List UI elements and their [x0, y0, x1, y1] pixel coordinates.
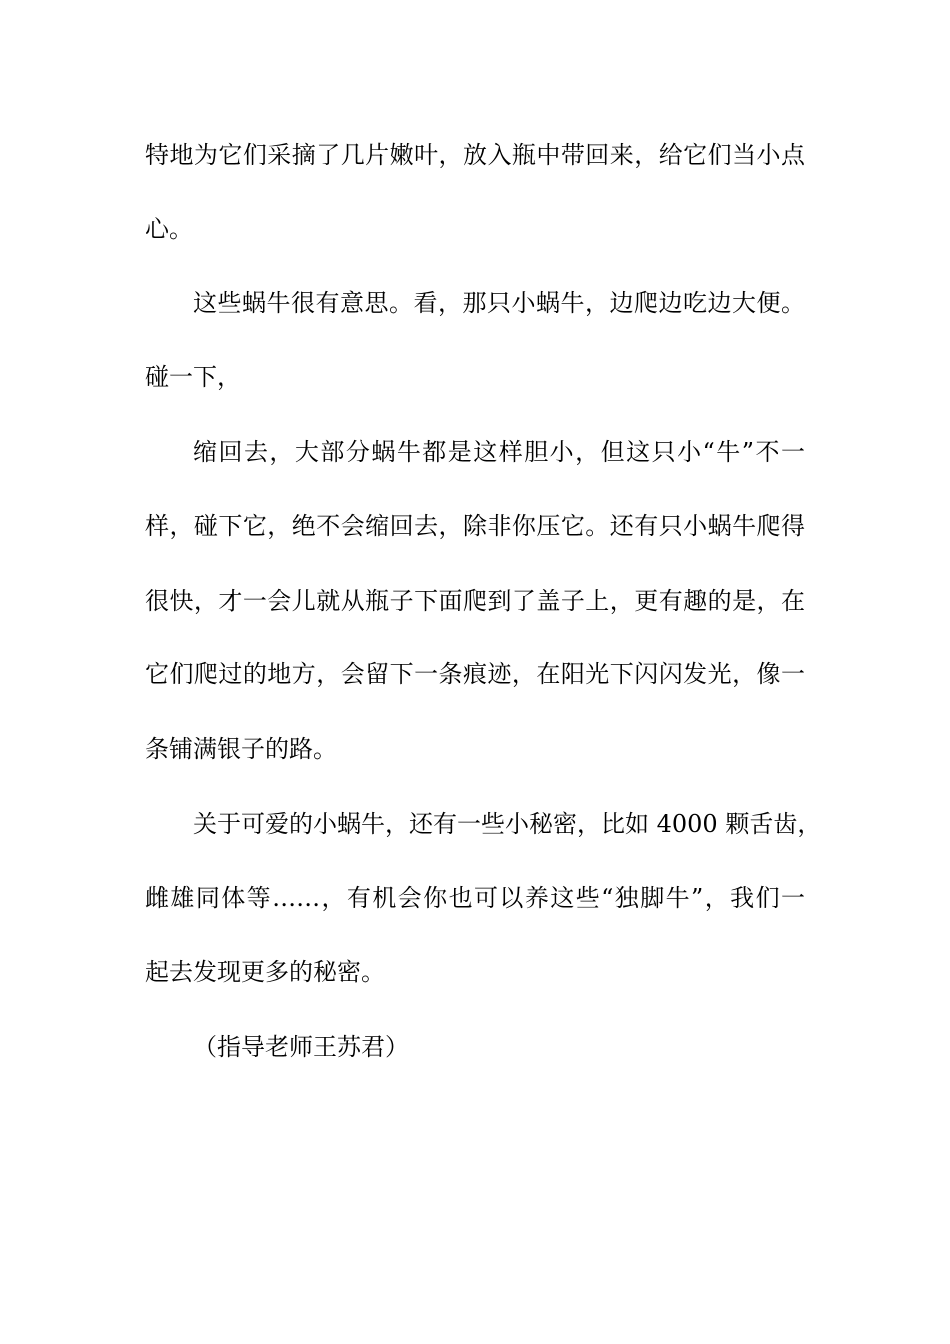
text-line: 特地为它们采摘了几片嫩叶，放入瓶中带回来，给它们当小点 [145, 141, 805, 169]
text-line: 它们爬过的地方，会留下一条痕迹，在阳光下闪闪发光，像一 [145, 660, 805, 688]
text-line: 很快，才一会儿就从瓶子下面爬到了盖子上，更有趣的是，在 [145, 587, 805, 615]
text-line: 碰一下， [145, 363, 241, 391]
text-line: 样，碰下它，绝不会缩回去，除非你压它。还有只小蜗牛爬得 [145, 512, 805, 540]
text-line: 雌雄同体等……，有机会你也可以养这些“独脚牛”，我们一 [145, 884, 805, 912]
text-line: 这些蜗牛很有意思。看，那只小蜗牛，边爬边吃边大便。 [193, 289, 805, 317]
text-line: 心。 [145, 215, 193, 243]
text-line: 关于可爱的小蜗牛，还有一些小秘密，比如 4000 颗舌齿， [193, 810, 822, 838]
advisor-note: （指导老师王苏君） [193, 1033, 409, 1061]
text-line: 起去发现更多的秘密。 [145, 958, 385, 986]
text-line: 缩回去，大部分蜗牛都是这样胆小，但这只小“牛”不一 [193, 438, 805, 466]
text-line: 条铺满银子的路。 [145, 735, 337, 763]
